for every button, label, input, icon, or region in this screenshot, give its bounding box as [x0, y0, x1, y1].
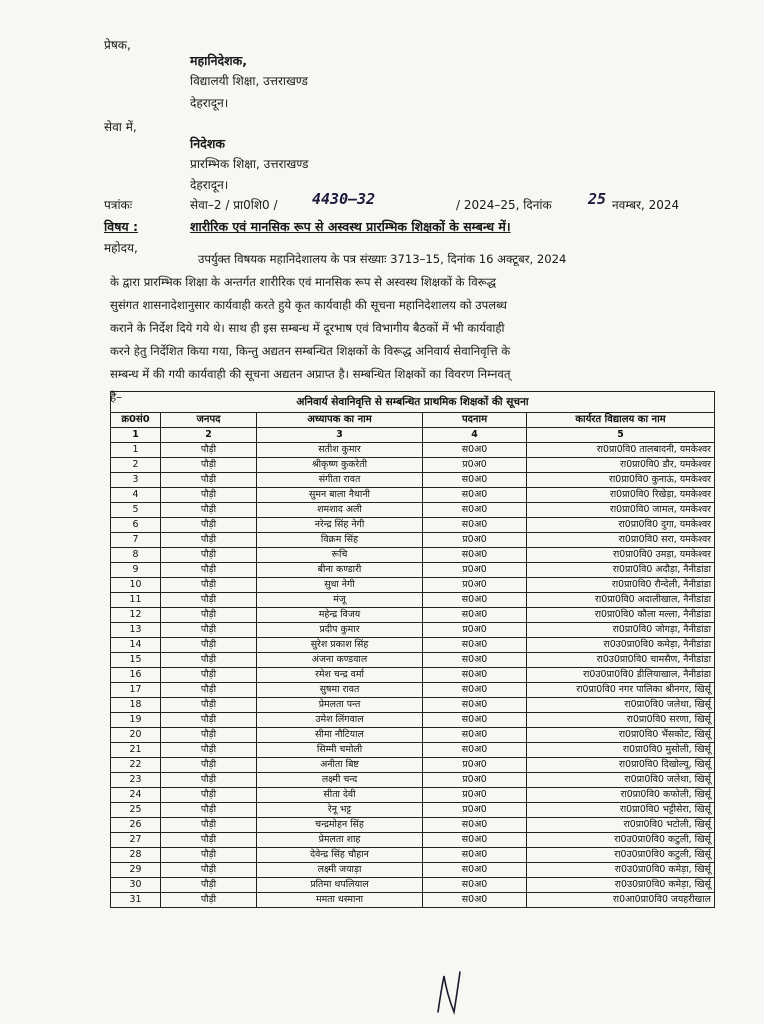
row-sn: 17	[111, 683, 161, 698]
row-sn: 28	[111, 848, 161, 863]
row-district: पौड़ी	[161, 668, 257, 683]
to-city: देहरादून।	[190, 178, 229, 192]
table-row	[111, 533, 715, 548]
row-sn: 16	[111, 668, 161, 683]
row-teacher-name: रेनू भट्ट	[257, 803, 423, 818]
row-school: रा0प्रा0वि0 अदालीखाल, नैनीडांडा	[527, 593, 715, 608]
row-post: स0अ0	[423, 488, 527, 503]
row-school: रा0प्रा0वि0 कौला मल्ला, नैनीडांडा	[527, 608, 715, 623]
body-line: कराने के निर्देश दिये गये थे। साथ ही इस सम्बन्ध में दूरभाष एवं विभागीय बैठकों में भी कार्यवाही	[110, 321, 505, 335]
row-teacher-name: अंजना कण्डवाल	[257, 653, 423, 668]
row-post: स0अ0	[423, 848, 527, 863]
signature	[430, 968, 470, 1018]
row-sn: 27	[111, 833, 161, 848]
col-number: 2	[161, 428, 257, 443]
row-district: पौड़ी	[161, 893, 257, 908]
row-post: स0अ0	[423, 698, 527, 713]
row-post: प्र0अ0	[423, 773, 527, 788]
row-post: स0अ0	[423, 503, 527, 518]
row-sn: 31	[111, 893, 161, 908]
row-school: रा0प्रा0वि0 भटोली, खिर्सू	[527, 818, 715, 833]
row-sn: 4	[111, 488, 161, 503]
row-sn: 20	[111, 728, 161, 743]
table-row	[111, 698, 715, 713]
row-school: रा0उ0प्रा0वि0 कमेड़ा, खिर्सू	[527, 878, 715, 893]
table-row	[111, 833, 715, 848]
ref-prefix: सेवा–2 / प्रा0शि0 /	[190, 198, 278, 212]
row-district: पौड़ी	[161, 773, 257, 788]
row-post: स0अ0	[423, 548, 527, 563]
row-sn: 6	[111, 518, 161, 533]
row-district: पौड़ी	[161, 728, 257, 743]
row-district: पौड़ी	[161, 458, 257, 473]
table-row	[111, 503, 715, 518]
table-row	[111, 518, 715, 533]
sender-title: महानिदेशक,	[190, 53, 248, 68]
row-district: पौड़ी	[161, 713, 257, 728]
row-post: स0अ0	[423, 863, 527, 878]
to-label: सेवा में,	[104, 120, 137, 134]
table-row	[111, 803, 715, 818]
row-post: प्र0अ0	[423, 623, 527, 638]
table-row	[111, 728, 715, 743]
table-row	[111, 758, 715, 773]
body-line: है–	[110, 390, 122, 404]
body-line: सुसंगत शासनादेशानुसार कार्यवाही करते हुये कृत कार्यवाही की सूचना महानिदेशालय को उपलब्ध	[110, 298, 507, 312]
row-sn: 18	[111, 698, 161, 713]
table-row	[111, 473, 715, 488]
table-row	[111, 713, 715, 728]
row-teacher-name: बीना कण्डारी	[257, 563, 423, 578]
to-dept: प्रारम्भिक शिक्षा, उत्तराखण्ड	[190, 157, 309, 171]
row-sn: 24	[111, 788, 161, 803]
row-teacher-name: सीता देवी	[257, 788, 423, 803]
row-sn: 15	[111, 653, 161, 668]
row-school: रा0प्रा0वि0 रौन्देली, नैनीडांडा	[527, 578, 715, 593]
to-title: निदेशक	[190, 136, 225, 151]
table-row	[111, 623, 715, 638]
ref-month-year: नवम्बर, 2024	[612, 198, 680, 212]
row-school: रा0प्रा0वि0 रिखेड़ा, यमकेश्वर	[527, 488, 715, 503]
row-teacher-name: देवेन्द्र सिंह चौहान	[257, 848, 423, 863]
row-sn: 14	[111, 638, 161, 653]
row-sn: 29	[111, 863, 161, 878]
salutation: महोदय,	[104, 241, 138, 255]
row-teacher-name: सुमन बाला नैथानी	[257, 488, 423, 503]
row-school: रा0प्रा0वि0 जोगड़ा, नैनीडांडा	[527, 623, 715, 638]
row-post: स0अ0	[423, 743, 527, 758]
table-row	[111, 458, 715, 473]
row-school: रा0प्रा0वि0 अदौड़ा, नैनीडांडा	[527, 563, 715, 578]
row-sn: 1	[111, 443, 161, 458]
row-sn: 23	[111, 773, 161, 788]
row-sn: 12	[111, 608, 161, 623]
row-post: प्र0अ0	[423, 533, 527, 548]
row-post: स0अ0	[423, 593, 527, 608]
row-school: रा0उ0प्रा0वि0 कमेड़ा, खिर्सू	[527, 863, 715, 878]
body-line: सम्बन्ध में की गयी कार्यवाही की सूचना अद्यतन अप्राप्त है। सम्बन्धित शिक्षकों का विवरण निम्नवत्	[110, 367, 511, 381]
row-school: रा0प्रा0वि0 उमड़ा, यमकेश्वर	[527, 548, 715, 563]
row-post: प्र0अ0	[423, 578, 527, 593]
table-row	[111, 638, 715, 653]
row-school: रा0प्रा0वि0 कुनाऊं, यमकेश्वर	[527, 473, 715, 488]
row-district: पौड़ी	[161, 578, 257, 593]
row-school: रा0प्रा0वि0 कफोली, खिर्सू	[527, 788, 715, 803]
row-teacher-name: चन्द्रमोहन सिंह	[257, 818, 423, 833]
row-post: प्र0अ0	[423, 458, 527, 473]
row-sn: 11	[111, 593, 161, 608]
table-body	[111, 443, 715, 908]
row-post: प्र0अ0	[423, 758, 527, 773]
row-district: पौड़ी	[161, 803, 257, 818]
row-school: रा0प्रा0वि0 सरा, यमकेश्वर	[527, 533, 715, 548]
col-header-teacher-name: अध्यापक का नाम	[257, 413, 423, 428]
row-district: पौड़ी	[161, 638, 257, 653]
row-school: रा0प्रा0वि0 मुसोली, खिर्सू	[527, 743, 715, 758]
row-sn: 30	[111, 878, 161, 893]
table-row	[111, 743, 715, 758]
row-district: पौड़ी	[161, 698, 257, 713]
row-school: रा0प्रा0वि0 जलेथा, खिर्सू	[527, 698, 715, 713]
table-row	[111, 878, 715, 893]
row-teacher-name: मंजू	[257, 593, 423, 608]
row-post: स0अ0	[423, 713, 527, 728]
row-sn: 13	[111, 623, 161, 638]
body-line: के द्वारा प्रारम्भिक शिक्षा के अन्तर्गत शारीरिक एवं मानसिक रूप से अस्वस्थ शिक्षकों के विरूद्ध	[110, 275, 496, 289]
row-teacher-name: सुधा नेगी	[257, 578, 423, 593]
row-district: पौड़ी	[161, 533, 257, 548]
row-teacher-name: सतीश कुमार	[257, 443, 423, 458]
row-teacher-name: प्रेमलता शाह	[257, 833, 423, 848]
row-district: पौड़ी	[161, 443, 257, 458]
row-district: पौड़ी	[161, 593, 257, 608]
row-school: रा0आ0प्रा0वि0 जयहरीखाल	[527, 893, 715, 908]
col-header-post: पदनाम	[423, 413, 527, 428]
row-sn: 3	[111, 473, 161, 488]
row-sn: 8	[111, 548, 161, 563]
table-row	[111, 443, 715, 458]
row-district: पौड़ी	[161, 488, 257, 503]
table-caption: अनिवार्य सेवानिवृत्ति से सम्बन्धित प्राथमिक शिक्षकों की सूचना	[111, 392, 715, 413]
teachers-table	[110, 391, 715, 908]
row-post: स0अ0	[423, 443, 527, 458]
row-teacher-name: प्रेमलता पन्त	[257, 698, 423, 713]
col-number: 4	[423, 428, 527, 443]
ref-suffix: / 2024–25, दिनांक	[456, 198, 552, 212]
row-district: पौड़ी	[161, 758, 257, 773]
row-school: रा0प्रा0वि0 भट्टीसेरा, खिर्सू	[527, 803, 715, 818]
row-teacher-name: शमशाद अली	[257, 503, 423, 518]
row-teacher-name: महेन्द्र विजय	[257, 608, 423, 623]
sender-dept: विद्यालयी शिक्षा, उत्तराखण्ड	[190, 74, 308, 88]
row-teacher-name: अनीता बिष्ट	[257, 758, 423, 773]
row-sn: 22	[111, 758, 161, 773]
row-district: पौड़ी	[161, 608, 257, 623]
row-sn: 2	[111, 458, 161, 473]
col-number: 3	[257, 428, 423, 443]
row-teacher-name: विक्रम सिंह	[257, 533, 423, 548]
row-school: रा0प्रा0वि0 डौर, यमकेश्वर	[527, 458, 715, 473]
row-school: रा0प्रा0वि0 जामल, यमकेश्वर	[527, 503, 715, 518]
row-teacher-name: रमेश चन्द्र वर्मा	[257, 668, 423, 683]
row-school: रा0प्रा0वि0 दुगा, यमकेश्वर	[527, 518, 715, 533]
col-number: 5	[527, 428, 715, 443]
col-header-school: कार्यरत विद्यालय का नाम	[527, 413, 715, 428]
table-row	[111, 818, 715, 833]
row-district: पौड़ी	[161, 788, 257, 803]
row-teacher-name: प्रतिमा थपलियाल	[257, 878, 423, 893]
ref-handwritten-day: 25	[588, 190, 607, 208]
row-district: पौड़ी	[161, 473, 257, 488]
ref-label: पत्रांकः	[104, 198, 133, 212]
table-row	[111, 488, 715, 503]
row-teacher-name: सुरेश प्रकाश सिंह	[257, 638, 423, 653]
row-post: प्र0अ0	[423, 803, 527, 818]
row-teacher-name: संगीता रावत	[257, 473, 423, 488]
row-teacher-name: श्रीकृष्ण कुकरेती	[257, 458, 423, 473]
row-school: रा0उ0प्रा0वि0 डीलियाखाल, नैनीडांडा	[527, 668, 715, 683]
row-sn: 10	[111, 578, 161, 593]
row-sn: 9	[111, 563, 161, 578]
row-post: प्र0अ0	[423, 563, 527, 578]
table-row	[111, 893, 715, 908]
body-paragraph	[110, 248, 710, 409]
row-post: स0अ0	[423, 668, 527, 683]
table-row	[111, 848, 715, 863]
table-row	[111, 593, 715, 608]
col-header-sn: क्र0सं0	[111, 413, 161, 428]
row-sn: 19	[111, 713, 161, 728]
row-sn: 7	[111, 533, 161, 548]
row-district: पौड़ी	[161, 863, 257, 878]
table-row	[111, 683, 715, 698]
row-school: रा0उ0प्रा0वि0 कटुली, खिर्सू	[527, 833, 715, 848]
row-school: रा0प्रा0वि0 तालबादनी, यमकेश्वर	[527, 443, 715, 458]
row-post: प्र0अ0	[423, 788, 527, 803]
row-post: स0अ0	[423, 728, 527, 743]
row-sn: 5	[111, 503, 161, 518]
row-district: पौड़ी	[161, 548, 257, 563]
row-school: रा0उ0प्रा0वि0 कमेड़ा, नैनीडांडा	[527, 638, 715, 653]
row-teacher-name: लक्ष्मी जयाड़ा	[257, 863, 423, 878]
table-row	[111, 548, 715, 563]
row-district: पौड़ी	[161, 818, 257, 833]
sender-city: देहरादून।	[190, 96, 229, 110]
row-school: रा0प्रा0वि0 भैंसकोट, खिर्सू	[527, 728, 715, 743]
row-post: स0अ0	[423, 818, 527, 833]
row-teacher-name: लक्ष्मी चन्द	[257, 773, 423, 788]
subject-label: विषय :	[104, 219, 139, 234]
row-sn: 26	[111, 818, 161, 833]
row-post: स0अ0	[423, 893, 527, 908]
row-teacher-name: सुषमा रावत	[257, 683, 423, 698]
table-row	[111, 788, 715, 803]
row-post: स0अ0	[423, 518, 527, 533]
row-district: पौड़ी	[161, 518, 257, 533]
table-row	[111, 773, 715, 788]
table-row	[111, 653, 715, 668]
subject-text: शारीरिक एवं मानसिक रूप से अस्वस्थ प्रारम्भिक शिक्षकों के सम्बन्ध में।	[190, 219, 511, 234]
row-district: पौड़ी	[161, 833, 257, 848]
col-number: 1	[111, 428, 161, 443]
row-post: स0अ0	[423, 878, 527, 893]
row-school: रा0प्रा0वि0 नगर पालिका श्रीनगर, खिर्सू	[527, 683, 715, 698]
row-school: रा0उ0प्रा0वि0 कटुली, खिर्सू	[527, 848, 715, 863]
row-district: पौड़ी	[161, 503, 257, 518]
row-teacher-name: रूचि	[257, 548, 423, 563]
row-sn: 25	[111, 803, 161, 818]
row-district: पौड़ी	[161, 623, 257, 638]
row-school: रा0उ0प्रा0वि0 चामसैण, नैनीडांडा	[527, 653, 715, 668]
table-row	[111, 563, 715, 578]
row-school: रा0प्रा0वि0 जलेथा, खिर्सू	[527, 773, 715, 788]
row-post: स0अ0	[423, 638, 527, 653]
row-district: पौड़ी	[161, 683, 257, 698]
table-row	[111, 578, 715, 593]
row-teacher-name: नरेन्द्र सिंह नेगी	[257, 518, 423, 533]
ref-handwritten-number: 4430–32	[312, 190, 376, 208]
row-teacher-name: प्रदीप कुमार	[257, 623, 423, 638]
row-district: पौड़ी	[161, 653, 257, 668]
row-teacher-name: सीमा नौटियाल	[257, 728, 423, 743]
row-teacher-name: सिम्मी चमोली	[257, 743, 423, 758]
row-post: स0अ0	[423, 833, 527, 848]
row-district: पौड़ी	[161, 848, 257, 863]
row-district: पौड़ी	[161, 563, 257, 578]
table-row	[111, 863, 715, 878]
col-header-district: जनपद	[161, 413, 257, 428]
body-line: करने हेतु निर्देशित किया गया, किन्तु अद्यतन सम्बन्धित शिक्षकों के विरूद्ध अनिवार्य सेवानिवृत्ति के	[110, 344, 511, 358]
row-post: स0अ0	[423, 608, 527, 623]
row-school: रा0प्रा0वि0 दिखोल्यू, खिर्सू	[527, 758, 715, 773]
table-row	[111, 668, 715, 683]
row-post: स0अ0	[423, 683, 527, 698]
row-district: पौड़ी	[161, 743, 257, 758]
sender-label: प्रेषक,	[104, 38, 131, 52]
row-district: पौड़ी	[161, 878, 257, 893]
row-post: स0अ0	[423, 473, 527, 488]
row-teacher-name: ममता धस्माना	[257, 893, 423, 908]
row-post: स0अ0	[423, 653, 527, 668]
body-line: उपर्युक्त विषयक महानिदेशालय के पत्र संख्याः 3713–15, दिनांक 16 अक्टूबर, 2024	[198, 252, 567, 266]
table-row	[111, 608, 715, 623]
row-school: रा0प्रा0वि0 सरणा, खिर्सू	[527, 713, 715, 728]
row-sn: 21	[111, 743, 161, 758]
row-teacher-name: उमेश लिंगवाल	[257, 713, 423, 728]
